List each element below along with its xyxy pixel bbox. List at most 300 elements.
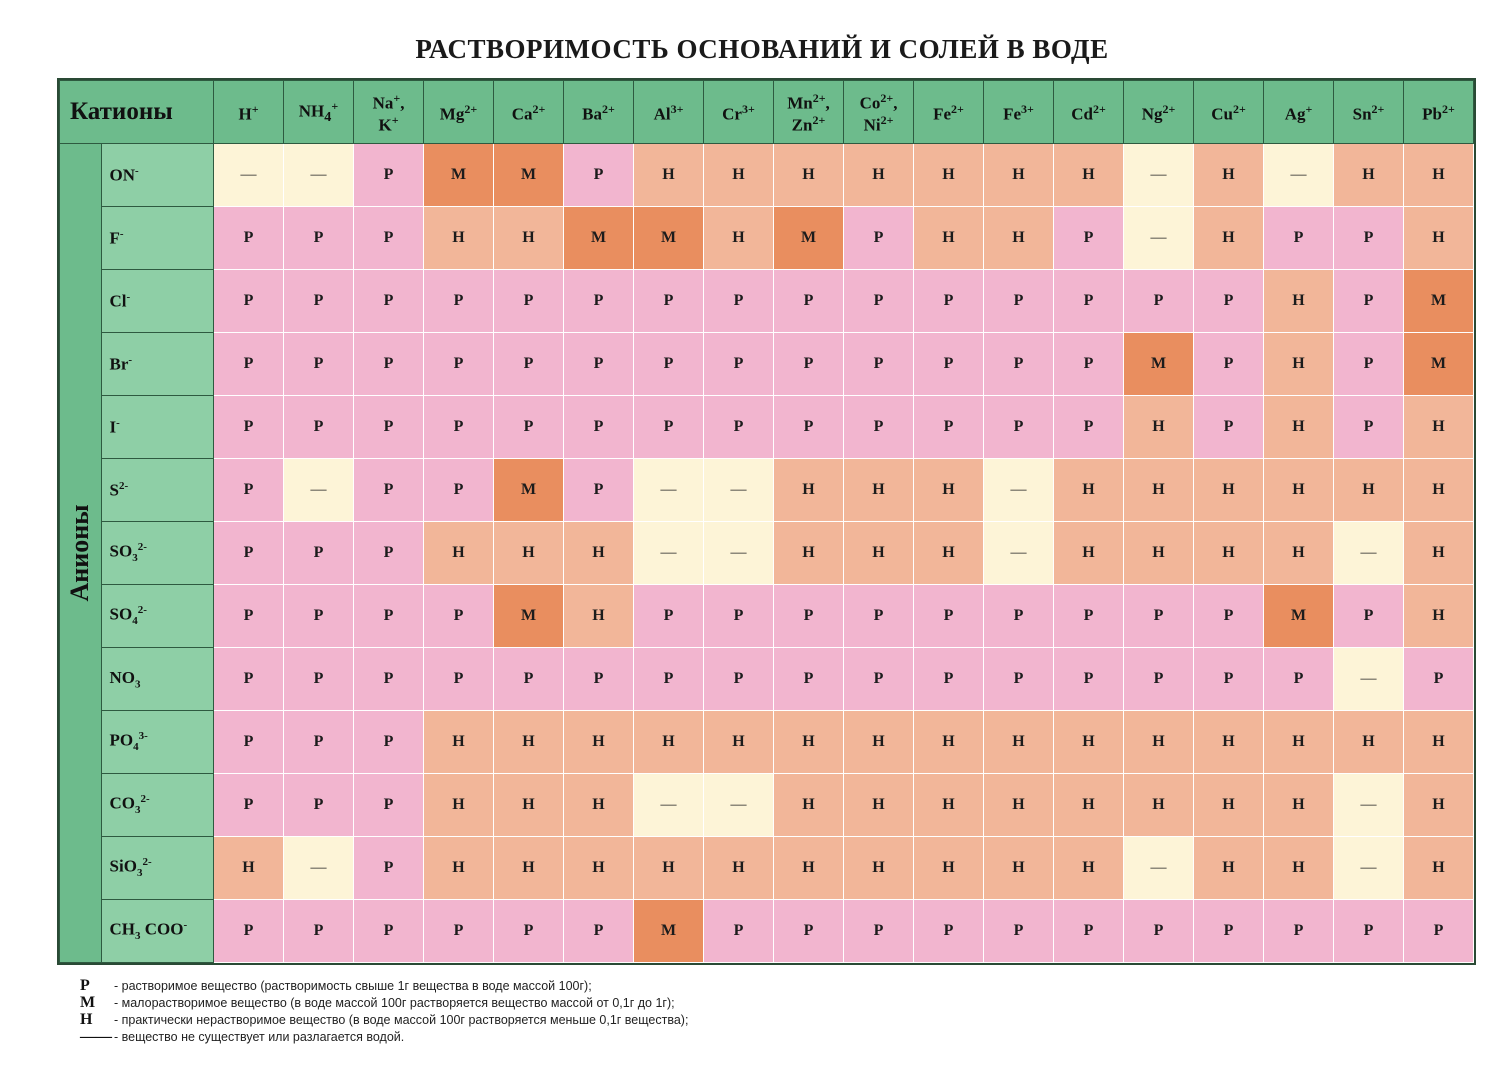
legend-text: - практически нерастворимое вещество (в воде массой 100г растворяется меньше 0,1г вещества); bbox=[114, 1012, 689, 1027]
solubility-cell: Н bbox=[1404, 585, 1474, 648]
table-row bbox=[60, 585, 1474, 648]
solubility-cell: Н bbox=[1194, 459, 1264, 522]
cation-header bbox=[494, 81, 564, 144]
cation-charge: 2+ bbox=[1232, 102, 1246, 117]
solubility-cell: Р bbox=[984, 900, 1054, 963]
solubility-cell: Р bbox=[214, 648, 284, 711]
legend-row bbox=[80, 977, 688, 994]
cation-symbol: Cr bbox=[722, 104, 742, 124]
table-row bbox=[60, 837, 1474, 900]
anion-header bbox=[101, 459, 213, 522]
solubility-cell: Н bbox=[774, 522, 844, 585]
solubility-cell: Р bbox=[214, 711, 284, 774]
solubility-cell: Р bbox=[1054, 333, 1124, 396]
solubility-cell: Н bbox=[1054, 459, 1124, 522]
solubility-cell: Н bbox=[634, 144, 704, 207]
cation-charge: 2+ bbox=[812, 91, 826, 106]
solubility-cell: Н bbox=[1124, 774, 1194, 837]
anion-header bbox=[101, 585, 213, 648]
anion-symbol: SiO bbox=[109, 857, 137, 877]
cation-header bbox=[1194, 81, 1264, 144]
solubility-cell: Н bbox=[1194, 207, 1264, 270]
solubility-cell: Р bbox=[424, 900, 494, 963]
solubility-cell: Р bbox=[564, 459, 634, 522]
solubility-cell: Р bbox=[424, 459, 494, 522]
solubility-cell: Н bbox=[564, 837, 634, 900]
solubility-cell: Р bbox=[844, 207, 914, 270]
anion-symbol: S bbox=[109, 480, 119, 500]
solubility-cell: Р bbox=[564, 333, 634, 396]
solubility-cell: М bbox=[424, 144, 494, 207]
cation-symbol: Pb bbox=[1422, 104, 1442, 124]
anion-subscript: 3 bbox=[135, 930, 141, 943]
cation-charge: 2+ bbox=[880, 113, 894, 127]
cation-symbol: Na bbox=[372, 94, 394, 113]
solubility-cell: Н bbox=[704, 207, 774, 270]
solubility-cell: Р bbox=[1194, 396, 1264, 459]
solubility-cell: Н bbox=[1334, 711, 1404, 774]
solubility-cell: Н bbox=[704, 837, 774, 900]
anion-header bbox=[101, 144, 213, 207]
legend-key: Н bbox=[80, 1010, 93, 1028]
anion-subscript: 3 bbox=[135, 804, 141, 817]
solubility-cell: М bbox=[1404, 333, 1474, 396]
cation-charge: 2+ bbox=[1442, 102, 1455, 117]
solubility-cell: Н bbox=[1054, 522, 1124, 585]
solubility-cell: Н bbox=[494, 711, 564, 774]
cation-symbol: Cd bbox=[1071, 104, 1093, 124]
solubility-cell: — bbox=[1334, 522, 1404, 585]
anion-symbol: Br bbox=[109, 354, 129, 374]
solubility-cell: М bbox=[494, 144, 564, 207]
cation-charge: 2+ bbox=[1371, 102, 1385, 117]
cation-charge: 3+ bbox=[1021, 102, 1034, 117]
legend-row bbox=[80, 1011, 688, 1028]
solubility-cell: Н bbox=[774, 459, 844, 522]
cation-symbol: Ca bbox=[511, 104, 533, 124]
solubility-cell: — bbox=[214, 144, 284, 207]
solubility-cell: Н bbox=[1264, 837, 1334, 900]
solubility-cell: Н bbox=[494, 837, 564, 900]
table-row bbox=[60, 396, 1474, 459]
solubility-cell: Р bbox=[914, 585, 984, 648]
solubility-cell: Н bbox=[424, 522, 494, 585]
legend-key: М bbox=[80, 993, 96, 1011]
solubility-cell: Н bbox=[1054, 144, 1124, 207]
solubility-cell: Н bbox=[984, 774, 1054, 837]
solubility-cell: Р bbox=[984, 270, 1054, 333]
solubility-cell: Н bbox=[564, 774, 634, 837]
anion-header bbox=[101, 270, 213, 333]
cation-symbol: K bbox=[378, 115, 392, 135]
solubility-cell: Н bbox=[1264, 459, 1334, 522]
cation-charge: 3+ bbox=[741, 102, 755, 117]
cation-header bbox=[914, 81, 984, 144]
anion-header bbox=[101, 396, 213, 459]
table-row bbox=[60, 522, 1474, 585]
solubility-cell: Н bbox=[1124, 459, 1194, 522]
table-row bbox=[60, 459, 1474, 522]
solubility-cell: Р bbox=[634, 648, 704, 711]
solubility-cell: Н bbox=[704, 711, 774, 774]
solubility-cell: Р bbox=[494, 270, 564, 333]
solubility-cell: М bbox=[494, 459, 564, 522]
solubility-cell: Р bbox=[1404, 900, 1474, 963]
solubility-cell: Р bbox=[354, 270, 424, 333]
solubility-cell: Н bbox=[1264, 711, 1334, 774]
solubility-cell: Р bbox=[354, 522, 424, 585]
solubility-cell: Н bbox=[914, 522, 984, 585]
solubility-cell: — bbox=[984, 459, 1054, 522]
legend-key: —— bbox=[80, 1027, 112, 1045]
cation-symbol: Fe bbox=[1003, 104, 1022, 124]
legend-text: - малорастворимое вещество (в воде массой 100г растворяется вещество массой от 0,1г до 1г); bbox=[114, 995, 675, 1010]
solubility-cell: Н bbox=[1194, 711, 1264, 774]
solubility-cell: Р bbox=[494, 396, 564, 459]
table-row bbox=[60, 207, 1474, 270]
anion-charge: 2- bbox=[119, 479, 129, 492]
solubility-cell: Н bbox=[1404, 837, 1474, 900]
solubility-cell: Р bbox=[354, 900, 424, 963]
solubility-cell: Н bbox=[1404, 207, 1474, 270]
solubility-cell: Р bbox=[564, 648, 634, 711]
solubility-cell: Р bbox=[1334, 333, 1404, 396]
solubility-cell: Н bbox=[774, 144, 844, 207]
anion-header bbox=[101, 648, 213, 711]
solubility-cell: Н bbox=[1404, 459, 1474, 522]
solubility-cell: Н bbox=[494, 522, 564, 585]
solubility-cell: Н bbox=[984, 837, 1054, 900]
solubility-cell: — bbox=[984, 522, 1054, 585]
solubility-cell: Р bbox=[1334, 585, 1404, 648]
solubility-table bbox=[57, 78, 1476, 965]
anion-symbol: CH bbox=[109, 920, 136, 940]
anion-symbol: NO bbox=[109, 667, 136, 687]
anion-charge: - bbox=[116, 416, 120, 429]
anions-label: Анионы bbox=[65, 504, 95, 602]
solubility-cell: Р bbox=[704, 333, 774, 396]
solubility-cell: — bbox=[1334, 648, 1404, 711]
solubility-cell: Р bbox=[284, 585, 354, 648]
cation-symbol: Ba bbox=[582, 104, 602, 124]
solubility-cell: Н bbox=[1054, 711, 1124, 774]
solubility-cell: Р bbox=[214, 207, 284, 270]
solubility-cell: Р bbox=[1054, 585, 1124, 648]
solubility-cell: — bbox=[634, 774, 704, 837]
solubility-cell: Р bbox=[914, 270, 984, 333]
anion-charge: - bbox=[135, 164, 139, 177]
cation-charge: + bbox=[251, 102, 259, 117]
solubility-cell: Р bbox=[424, 585, 494, 648]
anion-charge: - bbox=[119, 227, 124, 240]
solubility-cell: М bbox=[1264, 585, 1334, 648]
solubility-cell: М bbox=[1404, 270, 1474, 333]
cation-symbol: Mn bbox=[787, 94, 813, 113]
solubility-cell: Р bbox=[844, 396, 914, 459]
anions-side-label bbox=[60, 144, 102, 963]
cation-header bbox=[774, 81, 844, 144]
anion-header bbox=[101, 900, 213, 963]
solubility-cell: Р bbox=[284, 900, 354, 963]
anion-subscript: 4 bbox=[132, 615, 138, 628]
solubility-cell: Р bbox=[1054, 900, 1124, 963]
solubility-grid bbox=[59, 80, 1474, 963]
anion-charge: 3- bbox=[138, 730, 148, 743]
solubility-cell: Н bbox=[1194, 522, 1264, 585]
solubility-cell: Н bbox=[424, 774, 494, 837]
cation-separator: , bbox=[893, 94, 898, 113]
solubility-cell: — bbox=[284, 459, 354, 522]
solubility-cell: Н bbox=[1404, 522, 1474, 585]
solubility-cell: Р bbox=[214, 900, 284, 963]
legend-row bbox=[80, 994, 688, 1011]
legend-text: - растворимое вещество (растворимость свыше 1г вещества в воде массой 100г); bbox=[114, 978, 592, 993]
solubility-cell: — bbox=[704, 774, 774, 837]
solubility-cell: Р bbox=[354, 333, 424, 396]
solubility-cell: Н bbox=[984, 144, 1054, 207]
solubility-cell: Р bbox=[1264, 207, 1334, 270]
anion-symbol: PO bbox=[109, 731, 134, 751]
cation-separator: , bbox=[400, 94, 405, 113]
anion-header bbox=[101, 837, 213, 900]
solubility-cell: Р bbox=[704, 585, 774, 648]
solubility-cell: — bbox=[284, 144, 354, 207]
solubility-cell: Н bbox=[914, 144, 984, 207]
solubility-cell: Н bbox=[774, 837, 844, 900]
solubility-cell: М bbox=[1124, 333, 1194, 396]
cation-charge: + bbox=[1305, 102, 1313, 117]
cation-symbol: Ng bbox=[1141, 104, 1163, 124]
solubility-cell: Н bbox=[1194, 837, 1264, 900]
solubility-cell: Р bbox=[354, 396, 424, 459]
anion-charge: - bbox=[183, 919, 188, 932]
solubility-cell: М bbox=[564, 207, 634, 270]
solubility-cell: Р bbox=[1124, 648, 1194, 711]
solubility-cell: Р bbox=[1404, 648, 1474, 711]
solubility-cell: Н bbox=[1264, 333, 1334, 396]
anion-symbol: SO bbox=[109, 605, 133, 625]
solubility-cell: Н bbox=[844, 459, 914, 522]
cation-charge: 2+ bbox=[532, 102, 546, 117]
solubility-cell: Р bbox=[564, 144, 634, 207]
solubility-cell: Р bbox=[284, 648, 354, 711]
solubility-cell: Р bbox=[1124, 900, 1194, 963]
solubility-cell: Р bbox=[774, 585, 844, 648]
solubility-cell: Н bbox=[494, 774, 564, 837]
anion-charge: - bbox=[128, 353, 133, 366]
solubility-cell: Р bbox=[354, 459, 424, 522]
cation-symbol: NH bbox=[298, 101, 325, 121]
solubility-cell: — bbox=[1124, 144, 1194, 207]
solubility-cell: Н bbox=[914, 774, 984, 837]
solubility-cell: Р bbox=[284, 711, 354, 774]
table-row bbox=[60, 270, 1474, 333]
cation-header bbox=[1054, 81, 1124, 144]
cation-header bbox=[1334, 81, 1404, 144]
cation-header bbox=[354, 81, 424, 144]
solubility-cell: Р bbox=[844, 648, 914, 711]
solubility-cell: — bbox=[704, 459, 774, 522]
solubility-cell: Р bbox=[1194, 585, 1264, 648]
solubility-cell: — bbox=[704, 522, 774, 585]
solubility-cell: Н bbox=[1264, 774, 1334, 837]
solubility-cell: Р bbox=[634, 270, 704, 333]
cation-header bbox=[984, 81, 1054, 144]
solubility-cell: Р bbox=[1124, 270, 1194, 333]
solubility-cell: Р bbox=[424, 270, 494, 333]
solubility-cell: Р bbox=[1054, 207, 1124, 270]
solubility-cell: Р bbox=[704, 648, 774, 711]
anion-subscript: 3 bbox=[135, 678, 141, 691]
solubility-cell: Р bbox=[774, 900, 844, 963]
solubility-cell: Н bbox=[1334, 144, 1404, 207]
solubility-cell: Н bbox=[984, 711, 1054, 774]
solubility-cell: Р bbox=[844, 900, 914, 963]
solubility-cell: — bbox=[284, 837, 354, 900]
cation-charge: 2+ bbox=[602, 102, 615, 117]
cation-symbol: Sn bbox=[1352, 104, 1372, 124]
solubility-cell: Р bbox=[284, 774, 354, 837]
cation-header-row bbox=[60, 81, 1474, 144]
solubility-cell: Н bbox=[914, 711, 984, 774]
cation-symbol: Al bbox=[653, 104, 671, 124]
solubility-cell: Р bbox=[1054, 648, 1124, 711]
solubility-cell: — bbox=[1334, 774, 1404, 837]
anion-subscript: 3 bbox=[132, 552, 138, 565]
cation-charge: + bbox=[331, 98, 339, 113]
cation-separator: , bbox=[825, 94, 830, 113]
solubility-cell: Р bbox=[214, 585, 284, 648]
solubility-cell: Н bbox=[1124, 522, 1194, 585]
solubility-cell: Р bbox=[424, 333, 494, 396]
cation-header bbox=[1404, 81, 1474, 144]
cation-symbol: Ni bbox=[863, 115, 881, 135]
solubility-cell: Н bbox=[914, 207, 984, 270]
cation-header bbox=[634, 81, 704, 144]
cation-header bbox=[704, 81, 774, 144]
solubility-cell: Р bbox=[1124, 585, 1194, 648]
table-row bbox=[60, 144, 1474, 207]
solubility-cell: Р bbox=[1334, 396, 1404, 459]
anion-symbol: SO bbox=[109, 542, 133, 562]
anion-charge: 2- bbox=[140, 793, 150, 806]
solubility-cell: Н bbox=[564, 585, 634, 648]
solubility-cell: М bbox=[634, 900, 704, 963]
solubility-cell: Р bbox=[214, 396, 284, 459]
solubility-cell: Р bbox=[214, 774, 284, 837]
anion-header bbox=[101, 774, 213, 837]
anion-header bbox=[101, 333, 213, 396]
solubility-cell: Р bbox=[984, 396, 1054, 459]
page-title: РАСТВОРИМОСТЬ ОСНОВАНИЙ И СОЛЕЙ В ВОДЕ bbox=[415, 34, 1109, 64]
solubility-cell: Н bbox=[704, 144, 774, 207]
solubility-cell: Р bbox=[634, 585, 704, 648]
solubility-cell: Р bbox=[1264, 900, 1334, 963]
solubility-cell: Н bbox=[424, 837, 494, 900]
solubility-cell: Р bbox=[844, 585, 914, 648]
solubility-cell: Р bbox=[844, 333, 914, 396]
solubility-cell: — bbox=[1124, 207, 1194, 270]
cation-header bbox=[564, 81, 634, 144]
solubility-cell: Н bbox=[1124, 711, 1194, 774]
solubility-cell: — bbox=[1334, 837, 1404, 900]
solubility-cell: М bbox=[634, 207, 704, 270]
solubility-cell: Р bbox=[494, 648, 564, 711]
solubility-cell: Н bbox=[1124, 396, 1194, 459]
cation-subscript: 4 bbox=[324, 109, 332, 126]
solubility-cell: Р bbox=[914, 333, 984, 396]
anion-symbol-tail: COO bbox=[140, 920, 184, 940]
solubility-cell: — bbox=[634, 459, 704, 522]
anion-subscript: 3 bbox=[136, 867, 143, 880]
cation-header bbox=[1124, 81, 1194, 144]
solubility-cell: Р bbox=[564, 900, 634, 963]
cation-charge: + bbox=[391, 113, 399, 127]
solubility-cell: Р bbox=[354, 648, 424, 711]
solubility-cell: Н bbox=[564, 711, 634, 774]
table-row bbox=[60, 333, 1474, 396]
cation-symbol: Fe bbox=[933, 104, 952, 124]
legend bbox=[80, 977, 688, 1045]
solubility-cell: Н bbox=[424, 711, 494, 774]
solubility-cell: Н bbox=[494, 207, 564, 270]
solubility-cell: Н bbox=[1334, 459, 1404, 522]
anion-charge: 2- bbox=[137, 541, 147, 554]
solubility-cell: Р bbox=[634, 333, 704, 396]
anion-symbol: CO bbox=[109, 794, 136, 814]
legend-text: - вещество не существует или разлагается водой. bbox=[114, 1029, 405, 1044]
solubility-cell: Р bbox=[774, 333, 844, 396]
solubility-cell: Р bbox=[354, 837, 424, 900]
solubility-cell: Р bbox=[774, 648, 844, 711]
cation-symbol: Mg bbox=[439, 104, 465, 124]
cation-charge: 2+ bbox=[812, 113, 826, 127]
cation-symbol: Zn bbox=[791, 115, 813, 135]
solubility-cell: Р bbox=[634, 396, 704, 459]
solubility-cell: — bbox=[1264, 144, 1334, 207]
solubility-cell: Р bbox=[704, 396, 774, 459]
solubility-cell: — bbox=[1124, 837, 1194, 900]
legend-row bbox=[80, 1028, 688, 1045]
solubility-cell: Р bbox=[424, 648, 494, 711]
solubility-cell: Н bbox=[844, 837, 914, 900]
solubility-cell: Р bbox=[1054, 396, 1124, 459]
solubility-cell: Н bbox=[774, 711, 844, 774]
table-row bbox=[60, 900, 1474, 963]
solubility-cell: Н bbox=[844, 144, 914, 207]
solubility-cell: Р bbox=[1194, 648, 1264, 711]
solubility-cell: Н bbox=[1404, 711, 1474, 774]
solubility-cell: Н bbox=[844, 711, 914, 774]
solubility-cell: Н bbox=[1194, 774, 1264, 837]
anion-charge: - bbox=[126, 290, 131, 303]
solubility-cell: Р bbox=[1054, 270, 1124, 333]
solubility-cell: Р bbox=[354, 207, 424, 270]
legend-key: Р bbox=[80, 976, 90, 994]
solubility-cell: Р bbox=[284, 396, 354, 459]
anion-header bbox=[101, 207, 213, 270]
solubility-cell: Н bbox=[1404, 396, 1474, 459]
cations-header: Катионы bbox=[60, 81, 214, 144]
solubility-cell: М bbox=[494, 585, 564, 648]
solubility-cell: Р bbox=[704, 900, 774, 963]
solubility-cell: Н bbox=[564, 522, 634, 585]
solubility-cell: Р bbox=[424, 396, 494, 459]
solubility-cell: Р bbox=[494, 333, 564, 396]
solubility-cell: Р bbox=[984, 585, 1054, 648]
solubility-cell: Н bbox=[1054, 774, 1124, 837]
solubility-cell: Н bbox=[914, 459, 984, 522]
